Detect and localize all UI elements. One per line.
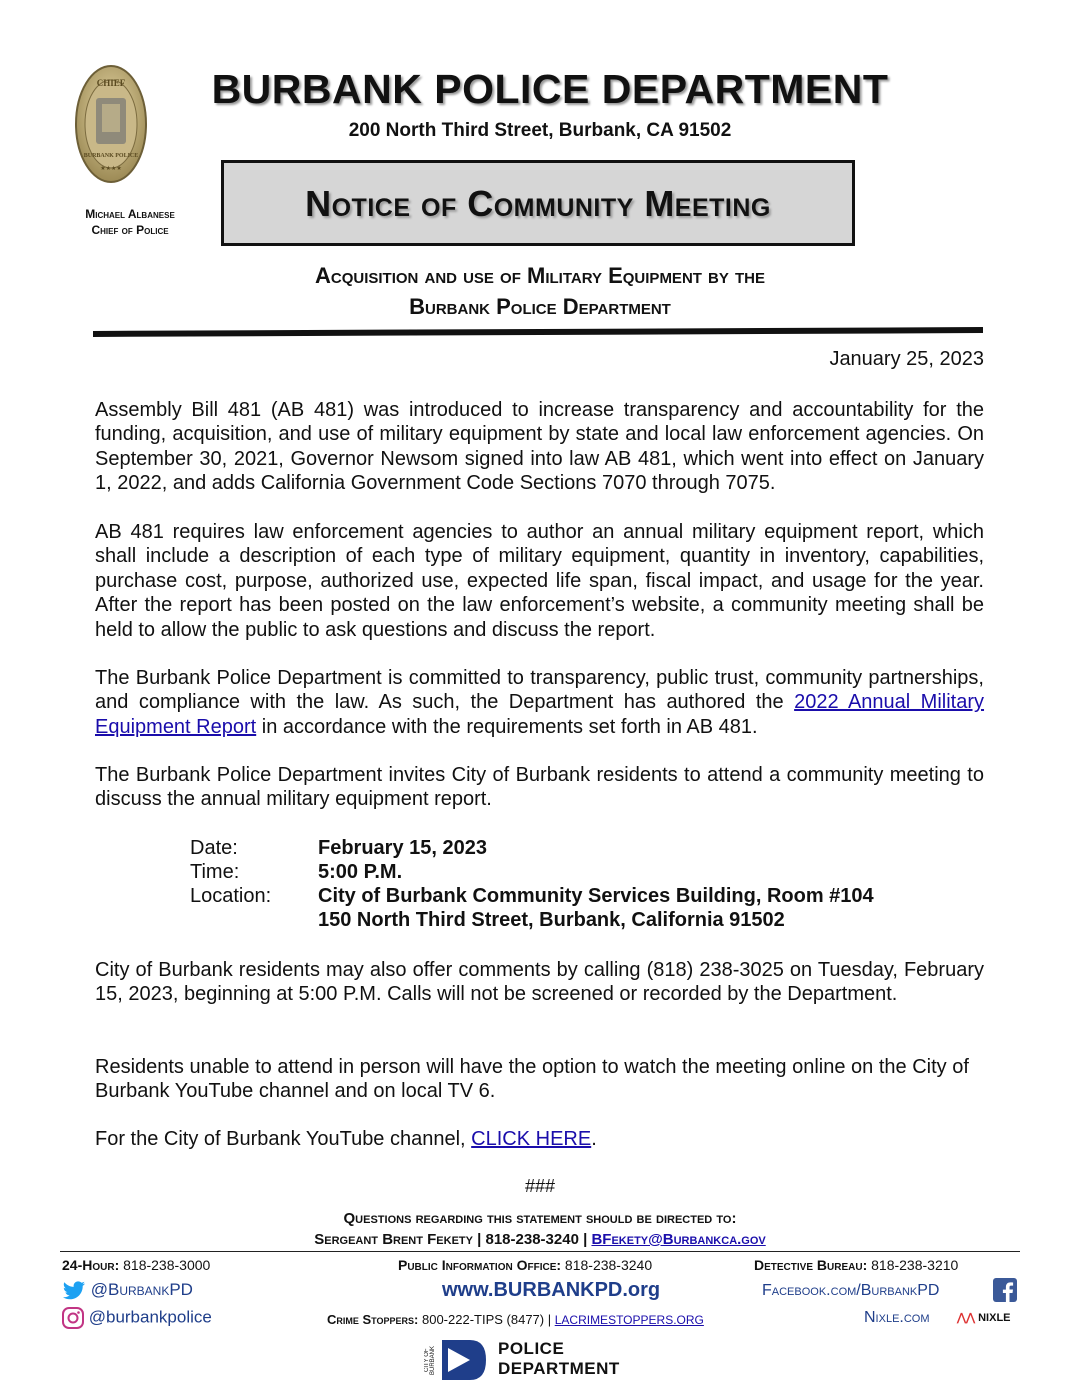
chief-title: Chief of Police xyxy=(91,223,169,237)
subtitle-line-1: Acquisition and use of Military Equipment by the xyxy=(314,263,765,288)
questions-contact xyxy=(140,1229,940,1250)
police-department-logo-icon xyxy=(440,1338,488,1382)
logo-city-text: CITY OF BURBANK xyxy=(424,1345,436,1375)
pio-value: 818-238-3240 xyxy=(564,1257,653,1273)
paragraph-7 xyxy=(95,1127,984,1151)
instagram-handle-text: @burbankpolice xyxy=(88,1307,212,1327)
logo-line-2: DEPARTMENT xyxy=(498,1359,620,1378)
paragraph-4: The Burbank Police Department invites City of Burbank residents to attend a community meeting to discuss the annual military equipment report. xyxy=(95,764,984,811)
paragraph-1: Assembly Bill 481 (AB 481) was introduced to increase transparency and accountability for the funding, acquisition, and use of military equipment by state and local law enforcement agencies. On September 30, 2021, Governor Newsom signed into law AB 481, which went into effect on January 1, 2022, and adds California Government Code Sections 7070 through 7075. xyxy=(95,399,984,495)
youtube-link[interactable]: CLICK HERE xyxy=(471,1128,592,1150)
notice-title: Notice of Community Meeting xyxy=(305,183,771,224)
meeting-details xyxy=(190,836,950,936)
badge-bottom-text: BURBANK POLICE xyxy=(83,153,139,159)
nixle-logo-text: NIXLE xyxy=(978,1312,1011,1324)
instagram-handle[interactable] xyxy=(62,1307,212,1329)
contact-name-phone: Sergeant Brent Fekety | 818-238-3240 | xyxy=(314,1231,592,1248)
nixle-logo-icon: ⋀⋀ xyxy=(957,1312,976,1324)
location-line-2: 150 North Third Street, Burbank, California 91502 xyxy=(318,909,785,931)
facebook-text: Facebook.com/BurbankPD xyxy=(762,1282,940,1299)
department-address: 200 North Third Street, Burbank, CA 91502 xyxy=(348,120,732,141)
contact-email-link[interactable]: BFekety@Burbankca.gov xyxy=(591,1231,766,1248)
twitter-icon xyxy=(62,1281,86,1301)
crime-stoppers-value: 800-222-TIPS (8477) | xyxy=(421,1312,555,1327)
nixle-logo xyxy=(957,1311,1011,1324)
twitter-handle[interactable] xyxy=(62,1280,193,1301)
website-link[interactable] xyxy=(442,1279,660,1302)
lacrimestoppers-link[interactable]: LACRIMESTOPPERS.ORG xyxy=(554,1313,704,1327)
questions-heading: Questions regarding this statement should be directed to: xyxy=(343,1210,737,1227)
svg-text:★★★★: ★★★★ xyxy=(100,166,122,172)
paragraph-3-text-a: The Burbank Police Department is committed to transparency, public trust, community partnerships, and compliance with the law. As such, the Department has authored the xyxy=(95,667,984,714)
pio-label: Public Information Office: xyxy=(398,1257,562,1273)
paragraph-3 xyxy=(95,666,984,739)
chief-badge-icon xyxy=(74,64,148,184)
location-line-1: City of Burbank Community Services Building, Room #104 xyxy=(318,885,874,907)
time-value: 5:00 P.M. xyxy=(318,861,403,883)
subtitle-line-2: Burbank Police Department xyxy=(409,294,671,319)
nixle-link[interactable] xyxy=(864,1309,930,1327)
date-label: Date: xyxy=(190,837,238,859)
logo-text xyxy=(498,1339,620,1379)
time-label: Time: xyxy=(190,861,240,883)
notice-subtitle xyxy=(140,260,940,322)
date-value: February 15, 2023 xyxy=(318,837,487,859)
hour24-info xyxy=(62,1257,210,1273)
facebook-link[interactable] xyxy=(762,1282,939,1300)
footer-divider xyxy=(60,1251,1020,1252)
paragraph-3-text-b: in accordance with the requirements set forth in AB 481. xyxy=(256,715,758,738)
military-report-link[interactable]: 2022 Annual Military Equipment Report xyxy=(95,691,985,738)
department-title: BURBANK POLICE DEPARTMENT xyxy=(211,66,889,112)
location-label: Location: xyxy=(190,885,272,907)
paragraph-7-text-a: For the City of Burbank YouTube channel, xyxy=(95,1128,472,1150)
crime-stoppers-info xyxy=(327,1312,704,1327)
pio-info xyxy=(398,1257,652,1273)
crime-stoppers-label: Crime Stoppers: xyxy=(327,1312,419,1327)
header-divider xyxy=(93,327,983,337)
questions-block xyxy=(140,1208,940,1250)
instagram-icon xyxy=(62,1307,84,1329)
paragraph-5: City of Burbank residents may also offer comments by calling (818) 238-3025 on Tuesday, February 15, 2023, beginning at 5:00 P.M. Calls will not be screened or recorded by the Department. xyxy=(95,959,984,1006)
hour24-value: 818-238-3000 xyxy=(123,1257,211,1273)
document-date: January 25, 2023 xyxy=(829,348,984,370)
facebook-icon[interactable] xyxy=(993,1278,1017,1302)
detective-label: Detective Bureau: xyxy=(754,1257,868,1273)
detective-value: 818-238-3210 xyxy=(871,1257,959,1273)
paragraph-7-text-b: . xyxy=(591,1128,597,1150)
twitter-handle-text: @BurbankPD xyxy=(90,1280,193,1299)
paragraph-6: Residents unable to attend in person will have the option to watch the meeting online on the City of Burbank YouTube channel and on local TV 6. xyxy=(95,1056,969,1103)
hour24-label: 24-Hour: xyxy=(62,1257,120,1273)
website-text: www.BURBANKPD.org xyxy=(442,1279,661,1301)
paragraph-2: AB 481 requires law enforcement agencies to author an annual military equipment report, which shall include a description of each type of military equipment, quantity in inventory, capabilities, purchase cost, purpose, authorized use, expected life span, fiscal impact, and usage for the year. After the report has been posted on the law enforcement’s website, a community meeting shall be held to allow the public to ask questions and discuss the report. xyxy=(95,521,984,641)
badge-top-text: CHIEF xyxy=(96,78,126,88)
logo-line-1: POLICE xyxy=(498,1339,565,1358)
chief-name: Michael Albanese xyxy=(85,207,175,221)
end-mark: ### xyxy=(524,1176,556,1196)
detective-info xyxy=(754,1257,958,1273)
nixle-text: Nixle.com xyxy=(864,1309,930,1326)
chief-info xyxy=(40,206,220,238)
